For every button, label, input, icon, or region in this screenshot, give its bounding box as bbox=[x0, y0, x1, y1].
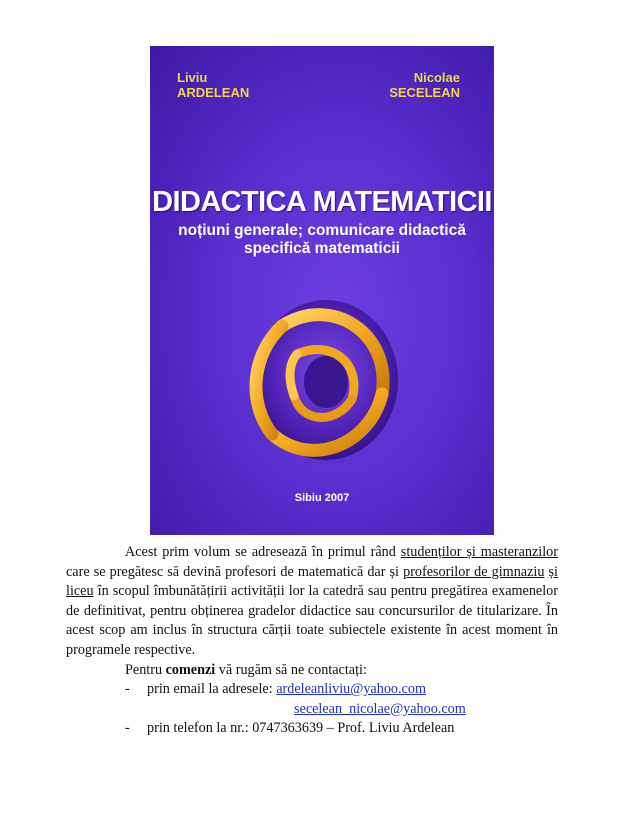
underlined-high-school: și liceu bbox=[66, 563, 558, 600]
paragraph-part: în scopul îmbunătățirii activității lor la catedră sau pentru pregătirea examenelor de definitivat, pentru obținerea gradelor didactice sau concursurilor de titularizare. În acest scop am inclus în structura cărții toate subiectele existente în acest moment în programele respective. bbox=[66, 583, 558, 658]
underlined-students: studenților și masteranzilor bbox=[400, 544, 559, 560]
email-label: prin email la adresele: bbox=[147, 681, 277, 698]
author-right-first-name: Nicolae bbox=[413, 70, 460, 85]
book-title: DIDACTICA MATEMATICII bbox=[152, 186, 492, 218]
orders-intro-post: vă rugăm să ne contactați: bbox=[215, 661, 367, 678]
author-right bbox=[389, 70, 460, 100]
description-text bbox=[66, 543, 558, 739]
list-dash: - bbox=[125, 720, 130, 737]
phone-text: prin telefon la nr.: 0747363639 – Prof. Liviu Ardelean bbox=[147, 720, 455, 737]
book-subtitle bbox=[150, 222, 494, 258]
underlined-gymnasium-teachers: profesorilor de gimnaziu bbox=[403, 563, 545, 580]
email-second-line bbox=[66, 700, 558, 720]
book-subtitle-line1: noțiuni generale; comunicare didactică bbox=[178, 222, 466, 239]
email-link-secelean[interactable]: secelean_nicolae@yahoo.com bbox=[294, 700, 466, 717]
paragraph-part: care se pregătesc să devină profesori de matematică dar și bbox=[66, 563, 404, 580]
orders-intro-pre: Pentru bbox=[125, 661, 166, 678]
email-link-ardelean[interactable]: ardeleanliviu@yahoo.com bbox=[276, 681, 426, 698]
list-dash: - bbox=[125, 681, 130, 698]
book-cover bbox=[150, 46, 494, 535]
author-left-last-name: ARDELEAN bbox=[177, 85, 250, 100]
description-paragraph bbox=[66, 543, 558, 661]
paragraph-part: Acest prim volum se adresează în primul rând bbox=[125, 544, 401, 560]
email-list-item bbox=[66, 680, 558, 700]
phone-list-item bbox=[66, 719, 558, 739]
orange-knot-torus-icon bbox=[242, 284, 407, 474]
author-left bbox=[177, 70, 249, 100]
orders-intro bbox=[66, 661, 558, 681]
orders-bold-word: comenzi bbox=[165, 661, 216, 678]
author-left-first-name: Liviu bbox=[177, 70, 208, 85]
author-right-last-name: SECELEAN bbox=[389, 85, 460, 100]
cover-place-year: Sibiu 2007 bbox=[294, 492, 350, 504]
book-subtitle-line2: specifică matematicii bbox=[244, 240, 400, 257]
